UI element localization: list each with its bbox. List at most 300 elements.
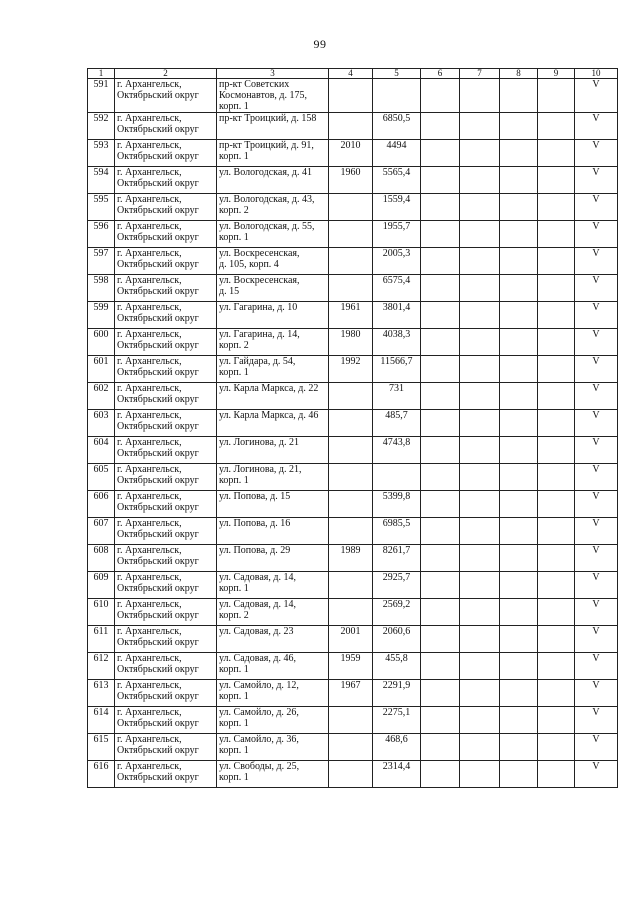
city-line: Октябрьский округ bbox=[117, 394, 199, 405]
address-cell bbox=[217, 734, 329, 761]
year-cell: 1960 bbox=[329, 167, 373, 194]
mark-cell: V bbox=[575, 761, 618, 788]
address-line: корп. 2 bbox=[219, 610, 249, 621]
column-header: 5 bbox=[373, 69, 421, 79]
city-line: г. Архангельск, bbox=[117, 248, 182, 259]
year-cell: 1967 bbox=[329, 680, 373, 707]
city-line: г. Архангельск, bbox=[117, 275, 182, 286]
table-row bbox=[88, 545, 618, 572]
address-line: корп. 1 bbox=[219, 691, 249, 702]
city-line: г. Архангельск, bbox=[117, 167, 182, 178]
row-number-cell: 612 bbox=[88, 653, 115, 680]
address-line: корп. 2 bbox=[219, 205, 249, 216]
address-line: корп. 1 bbox=[219, 151, 249, 162]
address-cell bbox=[217, 79, 329, 113]
column-7-cell bbox=[460, 356, 500, 383]
column-7-cell bbox=[460, 113, 500, 140]
row-number-cell: 591 bbox=[88, 79, 115, 113]
city-line: г. Архангельск, bbox=[117, 491, 182, 502]
address-line: ул. Попова, д. 16 bbox=[219, 518, 291, 529]
area-cell: 1955,7 bbox=[373, 221, 421, 248]
column-7-cell bbox=[460, 599, 500, 626]
city-line: Октябрьский округ bbox=[117, 90, 199, 101]
area-cell: 1559,4 bbox=[373, 194, 421, 221]
column-6-cell bbox=[421, 275, 460, 302]
column-7-cell bbox=[460, 734, 500, 761]
column-8-cell bbox=[500, 248, 538, 275]
row-number-cell: 615 bbox=[88, 734, 115, 761]
city-line: г. Архангельск, bbox=[117, 356, 182, 367]
column-9-cell bbox=[538, 356, 575, 383]
mark-cell: V bbox=[575, 464, 618, 491]
row-number-cell: 602 bbox=[88, 383, 115, 410]
address-line: ул. Самойло, д. 12, bbox=[219, 680, 299, 691]
column-9-cell bbox=[538, 572, 575, 599]
column-9-cell bbox=[538, 680, 575, 707]
area-cell: 2060,6 bbox=[373, 626, 421, 653]
column-7-cell bbox=[460, 140, 500, 167]
city-line: Октябрьский округ bbox=[117, 205, 199, 216]
year-cell bbox=[329, 707, 373, 734]
area-cell bbox=[373, 464, 421, 491]
mark-cell: V bbox=[575, 491, 618, 518]
address-cell bbox=[217, 464, 329, 491]
column-6-cell bbox=[421, 491, 460, 518]
area-cell: 3801,4 bbox=[373, 302, 421, 329]
city-cell bbox=[115, 275, 217, 302]
address-line: ул. Гагарина, д. 14, bbox=[219, 329, 300, 340]
column-6-cell bbox=[421, 653, 460, 680]
column-7-cell bbox=[460, 248, 500, 275]
mark-cell: V bbox=[575, 707, 618, 734]
column-7-cell bbox=[460, 707, 500, 734]
address-cell bbox=[217, 140, 329, 167]
row-number-cell: 613 bbox=[88, 680, 115, 707]
column-7-cell bbox=[460, 545, 500, 572]
city-cell bbox=[115, 140, 217, 167]
address-line: ул. Попова, д. 15 bbox=[219, 491, 291, 502]
table-row bbox=[88, 329, 618, 356]
column-9-cell bbox=[538, 194, 575, 221]
column-9-cell bbox=[538, 599, 575, 626]
address-line: пр-кт Троицкий, д. 158 bbox=[219, 113, 317, 124]
table-row bbox=[88, 437, 618, 464]
mark-cell: V bbox=[575, 113, 618, 140]
address-line: ул. Вологодская, д. 43, bbox=[219, 194, 315, 205]
column-8-cell bbox=[500, 194, 538, 221]
year-cell bbox=[329, 599, 373, 626]
table-row bbox=[88, 464, 618, 491]
area-cell: 455,8 bbox=[373, 653, 421, 680]
row-number-cell: 592 bbox=[88, 113, 115, 140]
column-9-cell bbox=[538, 491, 575, 518]
row-number-cell: 595 bbox=[88, 194, 115, 221]
table-row bbox=[88, 140, 618, 167]
city-line: Октябрьский округ bbox=[117, 340, 199, 351]
column-8-cell bbox=[500, 302, 538, 329]
city-cell bbox=[115, 113, 217, 140]
address-line: пр-кт Советских bbox=[219, 79, 290, 90]
city-cell bbox=[115, 626, 217, 653]
address-cell bbox=[217, 437, 329, 464]
table-row bbox=[88, 761, 618, 788]
area-cell: 731 bbox=[373, 383, 421, 410]
address-line: ул. Садовая, д. 46, bbox=[219, 653, 296, 664]
address-cell bbox=[217, 599, 329, 626]
column-8-cell bbox=[500, 329, 538, 356]
column-header: 8 bbox=[500, 69, 538, 79]
column-9-cell bbox=[538, 410, 575, 437]
address-cell bbox=[217, 626, 329, 653]
table-row bbox=[88, 491, 618, 518]
address-line: ул. Гагарина, д. 10 bbox=[219, 302, 298, 313]
column-6-cell bbox=[421, 248, 460, 275]
address-cell bbox=[217, 194, 329, 221]
city-cell bbox=[115, 221, 217, 248]
mark-cell: V bbox=[575, 437, 618, 464]
mark-cell: V bbox=[575, 356, 618, 383]
address-line: д. 15 bbox=[219, 286, 240, 297]
column-header: 1 bbox=[88, 69, 115, 79]
year-cell bbox=[329, 194, 373, 221]
city-line: Октябрьский округ bbox=[117, 178, 199, 189]
table-row bbox=[88, 518, 618, 545]
city-line: Октябрьский округ bbox=[117, 124, 199, 135]
year-cell bbox=[329, 761, 373, 788]
city-line: Октябрьский округ bbox=[117, 232, 199, 243]
city-cell bbox=[115, 329, 217, 356]
mark-cell: V bbox=[575, 302, 618, 329]
table-row bbox=[88, 410, 618, 437]
year-cell bbox=[329, 491, 373, 518]
address-line: ул. Воскресенская, bbox=[219, 248, 300, 259]
address-cell bbox=[217, 518, 329, 545]
column-9-cell bbox=[538, 626, 575, 653]
address-line: корп. 1 bbox=[219, 772, 249, 783]
column-9-cell bbox=[538, 761, 575, 788]
area-cell: 2569,2 bbox=[373, 599, 421, 626]
address-line: ул. Вологодская, д. 41 bbox=[219, 167, 313, 178]
area-cell: 5565,4 bbox=[373, 167, 421, 194]
city-line: г. Архангельск, bbox=[117, 302, 182, 313]
table-row bbox=[88, 572, 618, 599]
table-row bbox=[88, 113, 618, 140]
column-9-cell bbox=[538, 437, 575, 464]
row-number-cell: 600 bbox=[88, 329, 115, 356]
city-line: Октябрьский округ bbox=[117, 367, 199, 378]
column-7-cell bbox=[460, 410, 500, 437]
city-cell bbox=[115, 410, 217, 437]
year-cell bbox=[329, 248, 373, 275]
year-cell bbox=[329, 113, 373, 140]
city-cell bbox=[115, 707, 217, 734]
year-cell bbox=[329, 437, 373, 464]
column-7-cell bbox=[460, 437, 500, 464]
column-7-cell bbox=[460, 464, 500, 491]
area-cell: 2005,3 bbox=[373, 248, 421, 275]
row-number-cell: 610 bbox=[88, 599, 115, 626]
city-cell bbox=[115, 734, 217, 761]
row-number-cell: 601 bbox=[88, 356, 115, 383]
column-8-cell bbox=[500, 599, 538, 626]
row-number-cell: 604 bbox=[88, 437, 115, 464]
table-row bbox=[88, 383, 618, 410]
mark-cell: V bbox=[575, 79, 618, 113]
address-line: пр-кт Троицкий, д. 91, bbox=[219, 140, 314, 151]
row-number-cell: 611 bbox=[88, 626, 115, 653]
address-line: корп. 1 bbox=[219, 232, 249, 243]
address-line: ул. Карла Маркса, д. 22 bbox=[219, 383, 319, 394]
year-cell bbox=[329, 79, 373, 113]
area-cell: 5399,8 bbox=[373, 491, 421, 518]
column-8-cell bbox=[500, 356, 538, 383]
mark-cell: V bbox=[575, 383, 618, 410]
table-body bbox=[88, 69, 618, 788]
column-header: 10 bbox=[575, 69, 618, 79]
column-6-cell bbox=[421, 302, 460, 329]
address-cell bbox=[217, 167, 329, 194]
city-line: Октябрьский округ bbox=[117, 556, 199, 567]
city-cell bbox=[115, 491, 217, 518]
table-row bbox=[88, 653, 618, 680]
column-7-cell bbox=[460, 221, 500, 248]
column-7-cell bbox=[460, 680, 500, 707]
table-row bbox=[88, 734, 618, 761]
table-row bbox=[88, 356, 618, 383]
column-9-cell bbox=[538, 329, 575, 356]
area-cell: 468,6 bbox=[373, 734, 421, 761]
table-row bbox=[88, 302, 618, 329]
table-row bbox=[88, 599, 618, 626]
year-cell bbox=[329, 464, 373, 491]
row-number-cell: 596 bbox=[88, 221, 115, 248]
area-cell: 6850,5 bbox=[373, 113, 421, 140]
column-9-cell bbox=[538, 707, 575, 734]
column-9-cell bbox=[538, 545, 575, 572]
column-8-cell bbox=[500, 491, 538, 518]
column-8-cell bbox=[500, 113, 538, 140]
column-8-cell bbox=[500, 383, 538, 410]
city-line: Октябрьский округ bbox=[117, 583, 199, 594]
city-line: Октябрьский округ bbox=[117, 502, 199, 513]
address-cell bbox=[217, 113, 329, 140]
area-cell: 2925,7 bbox=[373, 572, 421, 599]
address-line: корп. 1 bbox=[219, 475, 249, 486]
city-cell bbox=[115, 518, 217, 545]
city-cell bbox=[115, 599, 217, 626]
year-cell bbox=[329, 221, 373, 248]
column-7-cell bbox=[460, 491, 500, 518]
address-line: ул. Садовая, д. 14, bbox=[219, 572, 296, 583]
city-line: г. Архангельск, bbox=[117, 545, 182, 556]
column-6-cell bbox=[421, 572, 460, 599]
mark-cell: V bbox=[575, 545, 618, 572]
row-number-cell: 593 bbox=[88, 140, 115, 167]
city-line: Октябрьский округ bbox=[117, 691, 199, 702]
row-number-cell: 607 bbox=[88, 518, 115, 545]
column-6-cell bbox=[421, 545, 460, 572]
table-row bbox=[88, 248, 618, 275]
mark-cell: V bbox=[575, 572, 618, 599]
page-number: 99 bbox=[313, 37, 327, 51]
city-line: Октябрьский округ bbox=[117, 151, 199, 162]
address-cell bbox=[217, 410, 329, 437]
column-8-cell bbox=[500, 410, 538, 437]
city-line: Октябрьский округ bbox=[117, 475, 199, 486]
table-row bbox=[88, 167, 618, 194]
row-number-cell: 606 bbox=[88, 491, 115, 518]
column-8-cell bbox=[500, 437, 538, 464]
city-line: г. Архангельск, bbox=[117, 599, 182, 610]
address-line: ул. Попова, д. 29 bbox=[219, 545, 291, 556]
column-9-cell bbox=[538, 464, 575, 491]
address-line: корп. 1 bbox=[219, 718, 249, 729]
year-cell: 2010 bbox=[329, 140, 373, 167]
column-8-cell bbox=[500, 653, 538, 680]
column-8-cell bbox=[500, 464, 538, 491]
year-cell: 1989 bbox=[329, 545, 373, 572]
city-cell bbox=[115, 356, 217, 383]
registry-table bbox=[87, 68, 618, 788]
address-cell bbox=[217, 356, 329, 383]
column-7-cell bbox=[460, 194, 500, 221]
city-line: г. Архангельск, bbox=[117, 140, 182, 151]
city-line: г. Архангельск, bbox=[117, 464, 182, 475]
column-6-cell bbox=[421, 194, 460, 221]
city-line: Октябрьский округ bbox=[117, 610, 199, 621]
address-line: ул. Логинова, д. 21 bbox=[219, 437, 300, 448]
mark-cell: V bbox=[575, 599, 618, 626]
area-cell: 485,7 bbox=[373, 410, 421, 437]
column-8-cell bbox=[500, 518, 538, 545]
column-8-cell bbox=[500, 572, 538, 599]
city-cell bbox=[115, 383, 217, 410]
address-line: ул. Самойло, д. 26, bbox=[219, 707, 299, 718]
mark-cell: V bbox=[575, 275, 618, 302]
column-6-cell bbox=[421, 437, 460, 464]
column-6-cell bbox=[421, 599, 460, 626]
area-cell: 2291,9 bbox=[373, 680, 421, 707]
mark-cell: V bbox=[575, 734, 618, 761]
address-cell bbox=[217, 572, 329, 599]
address-cell bbox=[217, 761, 329, 788]
column-9-cell bbox=[538, 302, 575, 329]
city-line: Октябрьский округ bbox=[117, 421, 199, 432]
area-cell: 4743,8 bbox=[373, 437, 421, 464]
area-cell: 2275,1 bbox=[373, 707, 421, 734]
address-line: ул. Садовая, д. 23 bbox=[219, 626, 294, 637]
column-7-cell bbox=[460, 79, 500, 113]
mark-cell: V bbox=[575, 221, 618, 248]
city-line: Октябрьский округ bbox=[117, 637, 199, 648]
address-cell bbox=[217, 329, 329, 356]
column-header: 2 bbox=[115, 69, 217, 79]
city-line: г. Архангельск, bbox=[117, 383, 182, 394]
address-line: ул. Вологодская, д. 55, bbox=[219, 221, 315, 232]
column-9-cell bbox=[538, 248, 575, 275]
city-line: г. Архангельск, bbox=[117, 221, 182, 232]
column-header: 7 bbox=[460, 69, 500, 79]
table-row bbox=[88, 626, 618, 653]
column-6-cell bbox=[421, 383, 460, 410]
city-line: г. Архангельск, bbox=[117, 653, 182, 664]
year-cell: 1992 bbox=[329, 356, 373, 383]
city-line: Октябрьский округ bbox=[117, 529, 199, 540]
mark-cell: V bbox=[575, 167, 618, 194]
address-line: корп. 1 bbox=[219, 101, 249, 112]
city-line: г. Архангельск, bbox=[117, 707, 182, 718]
year-cell bbox=[329, 518, 373, 545]
column-9-cell bbox=[538, 275, 575, 302]
address-line: корп. 1 bbox=[219, 745, 249, 756]
row-number-cell: 603 bbox=[88, 410, 115, 437]
table-row bbox=[88, 79, 618, 113]
column-6-cell bbox=[421, 707, 460, 734]
address-line: ул. Гайдара, д. 54, bbox=[219, 356, 296, 367]
column-7-cell bbox=[460, 572, 500, 599]
mark-cell: V bbox=[575, 518, 618, 545]
column-8-cell bbox=[500, 734, 538, 761]
city-line: Октябрьский округ bbox=[117, 718, 199, 729]
city-line: Октябрьский округ bbox=[117, 448, 199, 459]
year-cell: 1959 bbox=[329, 653, 373, 680]
column-6-cell bbox=[421, 221, 460, 248]
city-line: г. Архангельск, bbox=[117, 518, 182, 529]
year-cell: 1961 bbox=[329, 302, 373, 329]
column-6-cell bbox=[421, 410, 460, 437]
column-9-cell bbox=[538, 140, 575, 167]
mark-cell: V bbox=[575, 653, 618, 680]
address-line: корп. 1 bbox=[219, 583, 249, 594]
mark-cell: V bbox=[575, 680, 618, 707]
city-cell bbox=[115, 572, 217, 599]
year-cell bbox=[329, 383, 373, 410]
column-8-cell bbox=[500, 79, 538, 113]
city-line: Октябрьский округ bbox=[117, 664, 199, 675]
area-cell: 11566,7 bbox=[373, 356, 421, 383]
address-cell bbox=[217, 221, 329, 248]
address-line: ул. Логинова, д. 21, bbox=[219, 464, 302, 475]
area-cell: 2314,4 bbox=[373, 761, 421, 788]
table-row bbox=[88, 680, 618, 707]
row-number-cell: 598 bbox=[88, 275, 115, 302]
address-cell bbox=[217, 545, 329, 572]
column-7-cell bbox=[460, 329, 500, 356]
column-9-cell bbox=[538, 734, 575, 761]
column-6-cell bbox=[421, 140, 460, 167]
column-9-cell bbox=[538, 653, 575, 680]
table-row bbox=[88, 275, 618, 302]
address-cell bbox=[217, 680, 329, 707]
address-cell bbox=[217, 275, 329, 302]
year-cell bbox=[329, 734, 373, 761]
row-number-cell: 599 bbox=[88, 302, 115, 329]
city-line: г. Архангельск, bbox=[117, 410, 182, 421]
column-9-cell bbox=[538, 518, 575, 545]
mark-cell: V bbox=[575, 626, 618, 653]
column-8-cell bbox=[500, 221, 538, 248]
column-6-cell bbox=[421, 79, 460, 113]
column-8-cell bbox=[500, 140, 538, 167]
city-line: Октябрьский округ bbox=[117, 259, 199, 270]
city-cell bbox=[115, 194, 217, 221]
address-line: ул. Свободы, д. 25, bbox=[219, 761, 300, 772]
city-line: г. Архангельск, bbox=[117, 680, 182, 691]
row-number-cell: 609 bbox=[88, 572, 115, 599]
year-cell bbox=[329, 410, 373, 437]
table-row bbox=[88, 221, 618, 248]
column-7-cell bbox=[460, 653, 500, 680]
